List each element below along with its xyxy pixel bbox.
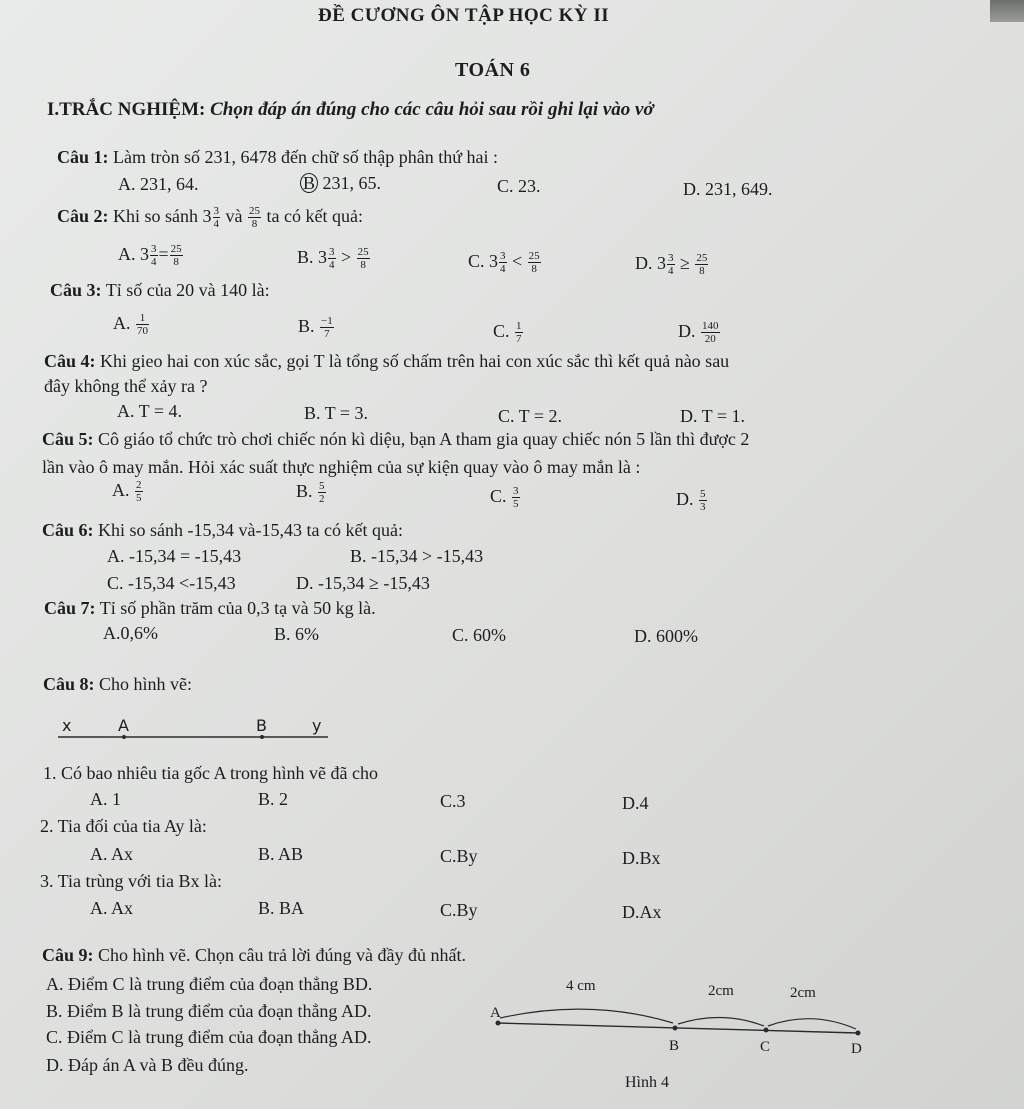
- q2-mixed-number: 3 $\frac{3}{4}$: [202, 205, 220, 231]
- q8-sub2-d: D.Bx: [622, 848, 661, 868]
- q9-option-c: C. Điểm C là trung điểm của đoạn thẳng AD.: [46, 1027, 372, 1047]
- subject-title: TOÁN 6: [455, 59, 531, 81]
- q2-fraction: $\frac{25}{8}$: [249, 205, 261, 231]
- q8-sub1-c: C.3: [440, 791, 466, 811]
- document-title: ĐỀ CƯƠNG ÔN TẬP HỌC KỲ II: [318, 5, 610, 26]
- q8-sub3-d: D.Ax: [622, 902, 662, 922]
- q8-sub1-b: B. 2: [258, 789, 289, 809]
- q9-point-c: [764, 1028, 769, 1033]
- q9-fig-caption: Hình 4: [625, 1074, 669, 1091]
- q1-option-c: C. 23.: [497, 176, 541, 196]
- q3-option-d: D. $\frac{140}{20}$: [678, 320, 719, 346]
- q9-point-b: [673, 1026, 678, 1031]
- q9-brace-ab: [500, 1009, 673, 1023]
- q5-text: Cô giáo tổ chức trò chơi chiếc nón kì diệu, bạn A tham gia quay chiếc nón 5 lần thì được 2: [93, 429, 750, 449]
- q4-option-a: A. T = 4.: [117, 401, 182, 421]
- q2-option-a: A. 3 $\frac{3}{4}$ = $\frac{25}{8}$: [118, 243, 182, 269]
- q2-label: Câu 2:: [57, 206, 109, 226]
- q7-option-b: B. 6%: [274, 624, 319, 644]
- q5-option-d: D. $\frac{5}{3}$: [676, 488, 706, 514]
- q6-text: Khi so sánh -15,34 và-15,43 ta có kết quả:: [98, 520, 403, 540]
- q8-fig-a: A: [118, 716, 129, 735]
- q9-text: Cho hình vẽ. Chọn câu trả lời đúng và đầy đủ nhất.: [98, 945, 466, 965]
- q8-sub1-d: D.4: [622, 793, 649, 813]
- q4-stem-line2: đây không thể xảy ra ?: [44, 376, 208, 396]
- q5-option-b: B. $\frac{5}{2}$: [296, 480, 325, 506]
- q8-fig-b: B: [256, 716, 267, 735]
- q2-option-b: B. 3 $\frac{3}{4}$ > $\frac{25}{8}$: [297, 246, 369, 272]
- q4-label: Câu 4:: [44, 351, 96, 371]
- q9-fig-label-a: A: [490, 1005, 501, 1021]
- section-label: I.TRẮC NGHIỆM:: [47, 99, 206, 120]
- q7-text: Tỉ số phần trăm của 0,3 tạ và 50 kg là.: [99, 598, 376, 618]
- q4-text: Khi gieo hai con xúc sắc, gọi T là tổng số chấm trên hai con xúc sắc thì kết quả nào sau: [100, 351, 730, 371]
- q2-text-before: Khi so sánh: [113, 206, 199, 226]
- q9-label: Câu 9:: [42, 945, 94, 965]
- q8-sub3-b: B. BA: [258, 898, 305, 918]
- q4-option-d: D. T = 1.: [680, 406, 745, 426]
- q8-fig-y: y: [312, 716, 322, 735]
- q1-option-d: D. 231, 649.: [683, 179, 773, 199]
- q8-fig-x: x: [62, 716, 72, 735]
- q8-label: Câu 8:: [43, 674, 95, 694]
- q9-fig-len-cd: 2cm: [790, 985, 816, 1001]
- q9-brace-cd: [768, 1019, 856, 1029]
- q7-option-d: D. 600%: [634, 626, 698, 646]
- q1-answer-circle: B: [300, 173, 318, 193]
- q9-point-d: [856, 1031, 861, 1036]
- q7-option-c: C. 60%: [452, 625, 506, 645]
- q2-va: và: [225, 206, 243, 226]
- q7-option-a: A.0,6%: [103, 623, 158, 643]
- q8-sub3-c: C.By: [440, 900, 478, 920]
- q9-option-d: D. Đáp án A và B đều đúng.: [46, 1055, 249, 1075]
- q3-label: Câu 3:: [50, 280, 102, 300]
- q6-option-c: C. -15,34 <-15,43: [107, 573, 236, 593]
- q9-brace-bc: [678, 1017, 764, 1026]
- q1-option-a: A. 231, 64.: [118, 174, 199, 194]
- q8-sub3-a: A. Ax: [90, 898, 134, 918]
- q5-option-a: A. $\frac{2}{5}$: [112, 479, 142, 505]
- q9-fig-len-bc: 2cm: [708, 983, 734, 999]
- q9-fig-label-d: D: [851, 1041, 862, 1057]
- q8-sub2-a: A. Ax: [90, 844, 134, 864]
- q5-label: Câu 5:: [42, 429, 94, 449]
- q5-stem-line2: lần vào ô may mắn. Hỏi xác suất thực nghiệm của sự kiện quay vào ô may mắn là :: [42, 457, 641, 477]
- q8-sub1: 1. Có bao nhiêu tia gốc A trong hình vẽ đã cho: [43, 763, 378, 783]
- q1-option-b-text: 231, 65.: [318, 173, 381, 193]
- q8-sub2-c: C.By: [440, 846, 478, 866]
- q9-segment-ad: [498, 1023, 858, 1033]
- q4-option-b: B. T = 3.: [304, 403, 369, 423]
- q7-label: Câu 7:: [44, 598, 96, 618]
- q6-option-a: A. -15,34 = -15,43: [107, 546, 242, 566]
- q6-label: Câu 6:: [42, 520, 94, 540]
- q9-stem: [42, 944, 466, 966]
- q8-text: Cho hình vẽ:: [99, 674, 193, 694]
- q9-fig-label-c: C: [760, 1039, 771, 1055]
- q1-label: Câu 1:: [57, 147, 109, 167]
- q3-option-a: A. $\frac{1}{70}$: [113, 312, 148, 338]
- q6-option-d: D. -15,34 ≥ -15,43: [296, 573, 430, 593]
- q9-fig-len-ab: 4 cm: [566, 978, 596, 994]
- q8-sub2-b: B. AB: [258, 844, 304, 864]
- q2-text-after: ta có kết quả:: [266, 206, 363, 226]
- q8-sub3: 3. Tia trùng với tia Bx là:: [40, 871, 223, 891]
- section-instruction: Chọn đáp án đúng cho các câu hỏi sau rồi ghi lại vào vở: [210, 99, 654, 120]
- q3-option-b: B. $\frac{-1}{7}$: [298, 315, 333, 341]
- q2-option-c: C. 3 $\frac{3}{4}$ < $\frac{25}{8}$: [468, 250, 540, 276]
- q2-option-d: D. 3 $\frac{3}{4}$ ≥ $\frac{25}{8}$: [635, 252, 708, 278]
- q1-text: Làm tròn số 231, 6478 đến chữ số thập phân thứ hai :: [113, 147, 498, 167]
- q6-option-b: B. -15,34 > -15,43: [350, 546, 484, 566]
- q4-option-c: C. T = 2.: [498, 406, 563, 426]
- q9-option-b: B. Điểm B là trung điểm của đoạn thẳng AD.: [46, 1001, 372, 1021]
- q3-option-c: C. $\frac{1}{7}$: [493, 320, 522, 346]
- q8-sub1-a: A. 1: [90, 789, 121, 809]
- q9-option-a: A. Điểm C là trung điểm của đoạn thẳng BD.: [46, 974, 373, 994]
- q9-fig-label-b: B: [669, 1038, 680, 1054]
- q5-option-c: C. $\frac{3}{5}$: [490, 485, 519, 511]
- q8-sub2: 2. Tia đối của tia Ay là:: [40, 816, 207, 836]
- q3-text: Tỉ số của 20 và 140 là:: [105, 280, 270, 300]
